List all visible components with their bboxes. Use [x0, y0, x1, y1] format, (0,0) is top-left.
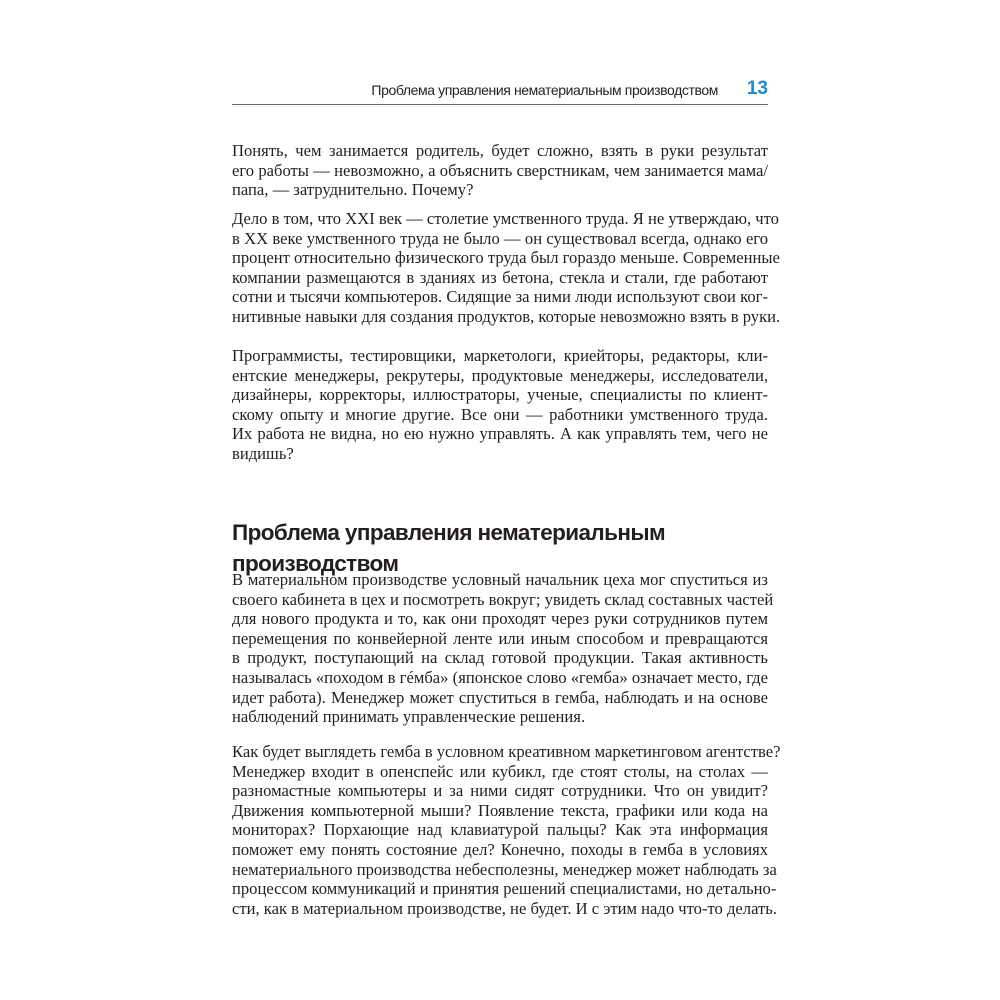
- text-line: ентские менеджеры, рекрутеры, продуктовые менеджеры, исследователи,: [232, 365, 768, 385]
- text-line: Понять, чем занимается родитель, будет сложно, взять в руки результат: [232, 141, 768, 160]
- text-line: Менеджер входит в опенспейс или кубикл, где стоят столы, на столах —: [232, 761, 768, 781]
- paragraph: [232, 570, 774, 727]
- text-line: в XX веке умственного труда не было — он существовал всегда, однако его: [232, 228, 768, 248]
- text-line: нитивные навыки для создания продуктов, которые невозможно взять в руки.: [232, 306, 781, 326]
- text-line: Их работа не видна, но ею нужно управлять. А как управлять тем, чего не: [232, 424, 768, 444]
- running-head-title: Проблема управления нематериальным производством: [371, 82, 718, 98]
- paragraph: [232, 346, 768, 464]
- paragraph: [232, 742, 781, 918]
- text-line: сотни и тысячи компьютеров. Сидящие за ними люди используют свои ког-: [232, 287, 768, 307]
- text-line: называлась «походом в гéмба» (японское слово «гемба» означает место, где: [232, 667, 768, 687]
- text-line: процент относительно физического труда был гораздо меньше. Современные: [232, 248, 780, 268]
- text-line: наблюдений принимать управленческие решения.: [232, 707, 586, 727]
- text-line: процессом коммуникаций и принятия решений специалистами, но детально-: [232, 879, 777, 899]
- text-line: В материальном производстве условный начальник цеха мог спуститься из: [232, 570, 768, 589]
- paragraph: [232, 141, 768, 200]
- text-line: перемещения по конвейерной ленте или иным способом и превращаются: [232, 628, 768, 648]
- text-line: Как будет выглядеть гемба в условном креативном маркетинговом агентстве?: [232, 742, 781, 761]
- text-line: видишь?: [232, 443, 294, 463]
- text-line: поможет ему понять состояние дел? Конечно, походы в гемба в условиях: [232, 839, 768, 859]
- text-line: сти, как в материальном производстве, не будет. И с этим надо что-то делать.: [232, 898, 777, 918]
- text-line: мониторах? Порхающие над клавиатурой пальцы? Как эта информация: [232, 820, 768, 840]
- text-line: разномастные компьютеры и за ними сидят сотрудники. Что он увидит?: [232, 781, 768, 801]
- text-line: скому опыту и многие другие. Все они — работники умственного труда.: [232, 404, 768, 424]
- text-line: Движения компьютерной мыши? Появление текста, графики или кода на: [232, 800, 768, 820]
- text-line: идет работа). Менеджер может спуститься в гемба, наблюдать и на основе: [232, 687, 768, 707]
- text-line: Программисты, тестировщики, маркетологи, криейторы, редакторы, кли-: [232, 346, 768, 365]
- paragraph: [232, 209, 781, 327]
- section-heading-line: производством: [232, 550, 399, 576]
- text-line: своего кабинета в цех и посмотреть вокруг; увидеть склад составных частей: [232, 589, 774, 609]
- running-head: [232, 80, 768, 105]
- text-line: в продукт, поступающий на склад готовой продукции. Такая активность: [232, 648, 768, 668]
- text-line: для нового продукта и то, как они проходят через руки сотрудников путем: [232, 609, 768, 629]
- text-line: нематериального производства небесполезны, менеджер может наблюдать за: [232, 859, 777, 879]
- text-line: его работы — невозможно, а объяснить сверстникам, чем занимается мама/: [232, 160, 768, 180]
- section-heading-line: Проблема управления нематериальным: [232, 519, 665, 545]
- text-line: Дело в том, что XXI век — столетие умственного труда. Я не утверждаю, что: [232, 209, 779, 228]
- page-number: 13: [746, 78, 768, 99]
- text-line: дизайнеры, корректоры, иллюстраторы, ученые, специалисты по клиент-: [232, 385, 768, 405]
- text-line: компании размещаются в зданиях из бетона, стекла и стали, где работают: [232, 267, 768, 287]
- text-line: папа, — затруднительно. Почему?: [232, 180, 474, 200]
